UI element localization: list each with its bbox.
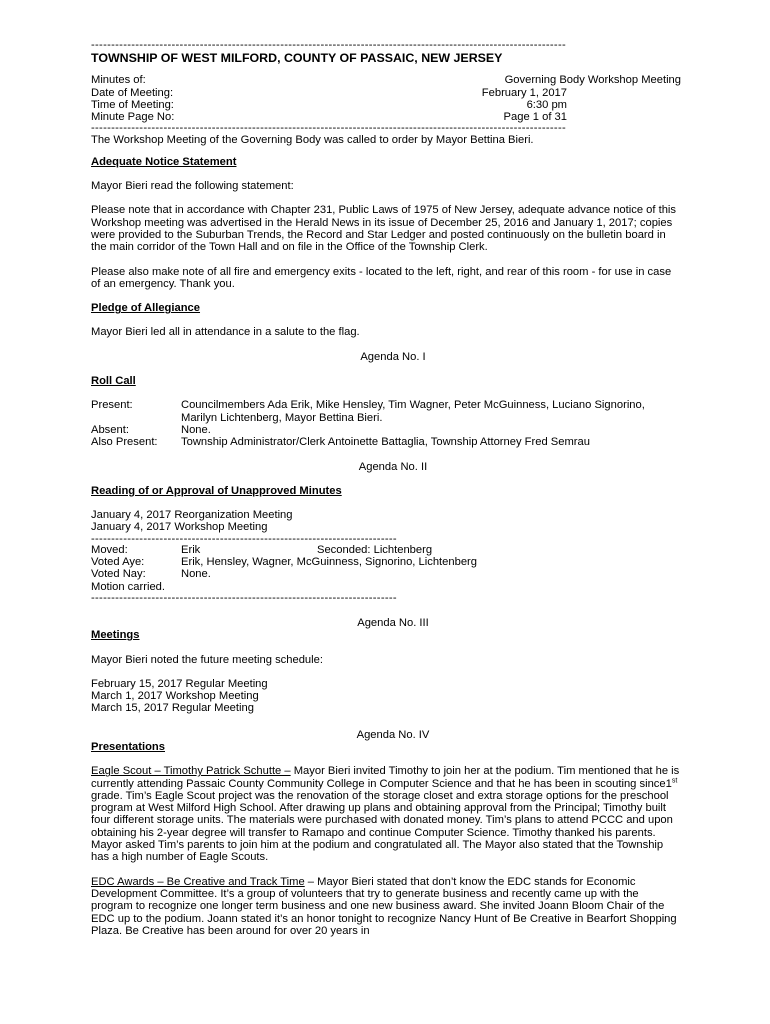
moved-value: Erik [181,543,201,556]
eagle-scout-paragraph [91,765,681,863]
meta-value: Page 1 of 31 [503,111,567,124]
notice-lead: Mayor Bieri read the following statement: [91,180,294,193]
present-value: Councilmembers Ada Erik, Mike Hensley, Tim Wagner, Peter McGuinness, Luciano Signorino, Marilyn Lichtenberg, Mayor Bettina Bieri. [181,399,645,424]
eagle-scout-title: Eagle Scout – Timothy Patrick Schutte – [91,765,291,778]
motion-moved-row [91,544,681,556]
minutes-heading: Reading of or Approval of Unapproved Minutes [91,484,342,497]
absent-value: None. [181,423,211,436]
meetings-heading: Meetings [91,629,140,642]
meeting-item: March 15, 2017 Regular Meeting [91,702,254,715]
motion-votes [91,556,681,581]
motion-rule-top: ---------------------------------------------------------------------------- [91,533,397,544]
document-title: TOWNSHIP OF WEST MILFORD, COUNTY OF PASSAIC, NEW JERSEY [91,51,503,65]
voted-aye-value: Erik, Hensley, Wagner, McGuinness, Signorino, Lichtenberg [181,556,477,569]
meta-value: February 1, 2017 [481,86,567,99]
voted-nay-value: None. [181,568,211,581]
header-rule: ---------------------------------------------------------------------------------------------------------------------- [91,40,567,50]
seconded-value: Seconded: Lichtenberg [317,543,433,556]
pledge-heading: Pledge of Allegiance [91,302,201,315]
meeting-item: February 15, 2017 Regular Meeting [91,677,268,690]
minutes-item: January 4, 2017 Workshop Meeting [91,521,268,534]
moved-label: Moved: [91,543,128,556]
edc-awards-title: EDC Awards – Be Creative and Track Time [91,875,305,888]
eagle-scout-text-b: grade. Tim’s Eagle Scout project was the renovation of the storage closet and extra storage options for the preschool program at West Milford High School. After drawing up plans and obtaining approval from the Principal; Timothy built four different storage units. The materials were purchased with donated money. Tim’s plans to attend PCCC and upon obtaining his 2-year degree will transfer to Ramapo and continue Computer Science. Timothy thanked his parents. Mayor asked Tim’s parents to join him at the podium and congratulated all. The Mayor also stated that the Township has a high number of Eagle Scouts. [91,789,673,864]
meeting-item: March 1, 2017 Workshop Meeting [91,690,259,703]
minutes-page [91,40,681,937]
intro-text: The Workshop Meeting of the Governing Body was called to order by Mayor Bettina Bieri. [91,134,534,147]
meta-value: 6:30 pm [526,98,567,111]
meta-label: Time of Meeting: [91,98,174,111]
edc-awards-text: – Mayor Bieri stated that don’t know the EDC stands for Economic Development Committee. It’s a group of volunteers that try to generate business and recently came up with the program to recognize one longer term business and one new business award. She invited Joann Bloom Chair of the EDC up to the podium. Joann stated it’s an honor tonight to recognize Nancy Hunt of Be Creative in Bearfort Shopping Plaza. Be Creative has been around for over 20 years in [91,875,677,937]
meta-label: Minute Page No: [91,111,175,124]
header-rule-bottom: ---------------------------------------------------------------------------------------------------------------------- [91,123,567,134]
rollcall-table [91,399,681,448]
notice-paragraph-2: Please also make note of all fire and emergency exits - located to the left, right, and rear of this room - for use in case of an emergency. Thank you. [91,265,672,290]
meta-label: Date of Meeting: [91,86,174,99]
agenda-number-1: Agenda No. I [360,350,426,363]
meetings-lead: Mayor Bieri noted the future meeting schedule: [91,653,323,666]
voted-nay-label: Voted Nay: [91,568,146,581]
meta-row-page [91,111,681,123]
also-present-label: Also Present: [91,436,158,449]
minutes-item: January 4, 2017 Reorganization Meeting [91,509,293,522]
motion-rule-bottom: ---------------------------------------------------------------------------- [91,592,397,603]
meta-value: Governing Body Workshop Meeting [504,74,681,87]
meta-row-time [91,99,681,111]
notice-paragraph-1: Please note that in accordance with Chapter 231, Public Laws of 1975 of New Jersey, adequate advance notice of this Workshop meeting was advertised in the Herald News in its issue of December 25, 2016 and January 1, 2017; copies were provided to the Suburban Trends, the Record and Star Ledger and posted continuously on the bulletin board in the main corridor of the Town Hall and on file in the Office of the Township Clerk. [91,204,677,254]
motion-carried: Motion carried. [91,580,165,593]
meta-row-date [91,87,681,99]
also-present-value: Township Administrator/Clerk Antoinette Battaglia, Township Attorney Fred Semrau [181,436,590,449]
edc-awards-paragraph [91,876,681,937]
absent-label: Absent: [91,423,129,436]
agenda-number-4: Agenda No. IV [356,728,430,741]
voted-aye-label: Voted Aye: [91,556,145,569]
rollcall-heading: Roll Call [91,375,136,388]
notice-heading: Adequate Notice Statement [91,155,237,168]
pledge-text: Mayor Bieri led all in attendance in a salute to the flag. [91,326,360,339]
presentations-heading: Presentations [91,740,165,753]
eagle-scout-text-a: Mayor Bieri invited Timothy to join her at the podium. Tim mentioned that he is currently attending Passaic County Community College in Computer Science and that he has been in scouting since1 [91,765,680,790]
agenda-number-2: Agenda No. II [358,460,428,473]
agenda-number-3: Agenda No. III [357,616,429,629]
present-label: Present: [91,399,133,412]
meta-label: Minutes of: [91,74,146,87]
meta-row-minutes-of [91,74,681,86]
eagle-scout-superscript: st [671,776,678,784]
